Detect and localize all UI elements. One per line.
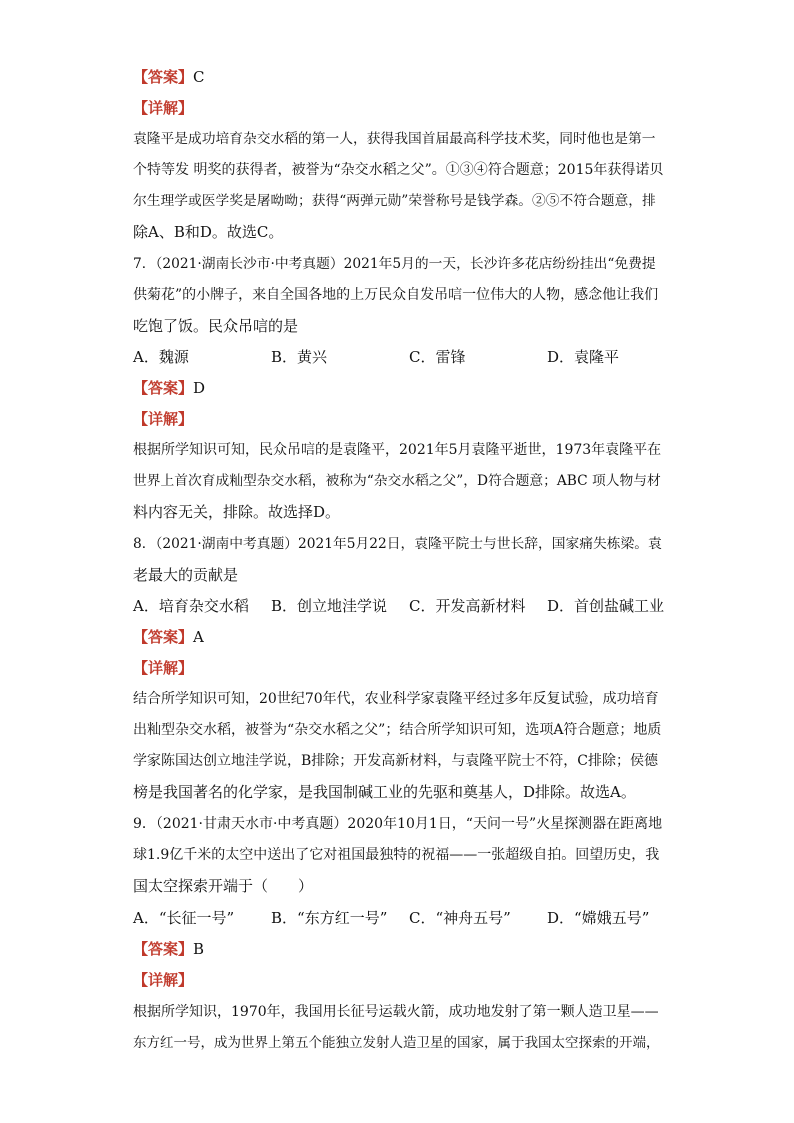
question-7-stem-line: 7．（2021·湖南长沙市·中考真题）2021年5月的一天，长沙许多花店纷纷挂出“免费提: [133, 256, 656, 272]
option-c: C．开发高新材料: [409, 597, 526, 615]
detail-text-line: 世界上首次育成籼型杂交水稻，被称为“杂交水稻之父”，D符合题意；ABC 项人物与材: [133, 473, 661, 489]
detail-text-line: 学家陈国达创立地洼学说，B排除；开发高新材料，与袁隆平院士不符，C排除；侯德: [133, 753, 658, 769]
question-8-stem-line: 老最大的贡献是: [133, 566, 239, 584]
answer-line: [133, 378, 205, 398]
option-b: B．“东方红一号”: [271, 909, 388, 927]
answer-value: B: [193, 940, 205, 958]
answer-tag: 【答案】: [133, 68, 194, 86]
question-9-stem-line: 国太空探索开端于（ ）: [133, 877, 314, 895]
detail-text-line: 袁隆平是成功培育杂交水稻的第一人，获得我国首届最高科学技术奖，同时他也是第一: [133, 131, 656, 147]
answer-line: [133, 939, 204, 959]
answer-value: A: [193, 628, 204, 646]
question-7-stem-line: 吃饱了饭。民众吊唁的是: [133, 317, 299, 335]
detail-text-line: 结合所学知识可知，20世纪70年代，农业科学家袁隆平经过多年反复试验，成功培育: [133, 691, 659, 707]
answer-tag: 【答案】: [133, 940, 194, 958]
question-9-stem-line: 9．（2021·甘肃天水市·中考真题）2020年10月1日，“天问一号”火星探测器在距离地: [133, 816, 663, 832]
answer-line: [133, 627, 204, 647]
detail-tag: 【详解】: [133, 410, 194, 428]
detail-text-line: 根据所学知识，1970年，我国用长征号运载火箭，成功地发射了第一颗人造卫星——: [133, 1004, 659, 1020]
option-b: B．黄兴: [271, 348, 328, 366]
option-d: D．“嫦娥五号”: [547, 909, 650, 927]
answer-value: D: [193, 379, 206, 397]
detail-text-line: 出籼型杂交水稻，被誉为“杂交水稻之父”；结合所学知识可知，选项A符合题意；地质: [133, 722, 662, 738]
answer-tag: 【答案】: [133, 379, 194, 397]
detail-tag: 【详解】: [133, 99, 194, 117]
detail-text-line: 榜是我国著名的化学家，是我国制碱工业的先驱和奠基人，D排除。故选A。: [133, 783, 636, 801]
option-d: D．首创盐碱工业: [547, 597, 665, 615]
detail-tag: 【详解】: [133, 971, 194, 989]
question-7-stem-line: 供菊花”的小牌子，来自全国各地的上万民众自发吊唁一位伟大的人物，感念他让我们: [133, 287, 659, 303]
option-a: A．培育杂交水稻: [133, 597, 249, 615]
option-d: D．袁隆平: [547, 348, 620, 366]
question-9-stem-line: 球1.9亿千米的太空中送出了它对祖国最独特的祝福——一张超级自拍。回望历史，我: [133, 847, 660, 863]
detail-text-line: 东方红一号，成为世界上第五个能独立发射人造卫星的国家，属于我国太空探索的开端，: [133, 1035, 660, 1051]
detail-text-line: 根据所学知识可知，民众吊唁的是袁隆平，2021年5月袁隆平逝世，1973年袁隆平在: [133, 442, 662, 458]
option-a: A．“长征一号”: [133, 909, 235, 927]
answer-line: [133, 67, 205, 87]
detail-text-line: 料内容无关，排除。故选择D。: [133, 503, 341, 521]
option-b: B．创立地洼学说: [271, 597, 388, 615]
answer-value: C: [193, 68, 205, 86]
answer-tag: 【答案】: [133, 628, 194, 646]
detail-text-line: 尔生理学或医学奖是屠呦呦；获得“两弹元勋”荣誉称号是钱学森。②⑤不符合题意，排: [133, 193, 656, 209]
option-c: C．“神舟五号”: [409, 909, 511, 927]
detail-text-line: 除A、B和D。故选C。: [133, 223, 284, 241]
detail-text-line: 个特等发 明奖的获得者，被誉为“杂交水稻之父”。①③④符合题意；2015年获得诺贝: [133, 162, 664, 178]
question-8-stem-line: 8．（2021·湖南中考真题）2021年5月22日，袁隆平院士与世长辞，国家痛失栋梁。袁: [133, 536, 662, 552]
detail-tag: 【详解】: [133, 659, 194, 677]
option-a: A．魏源: [133, 348, 189, 366]
option-c: C．雷锋: [409, 348, 466, 366]
